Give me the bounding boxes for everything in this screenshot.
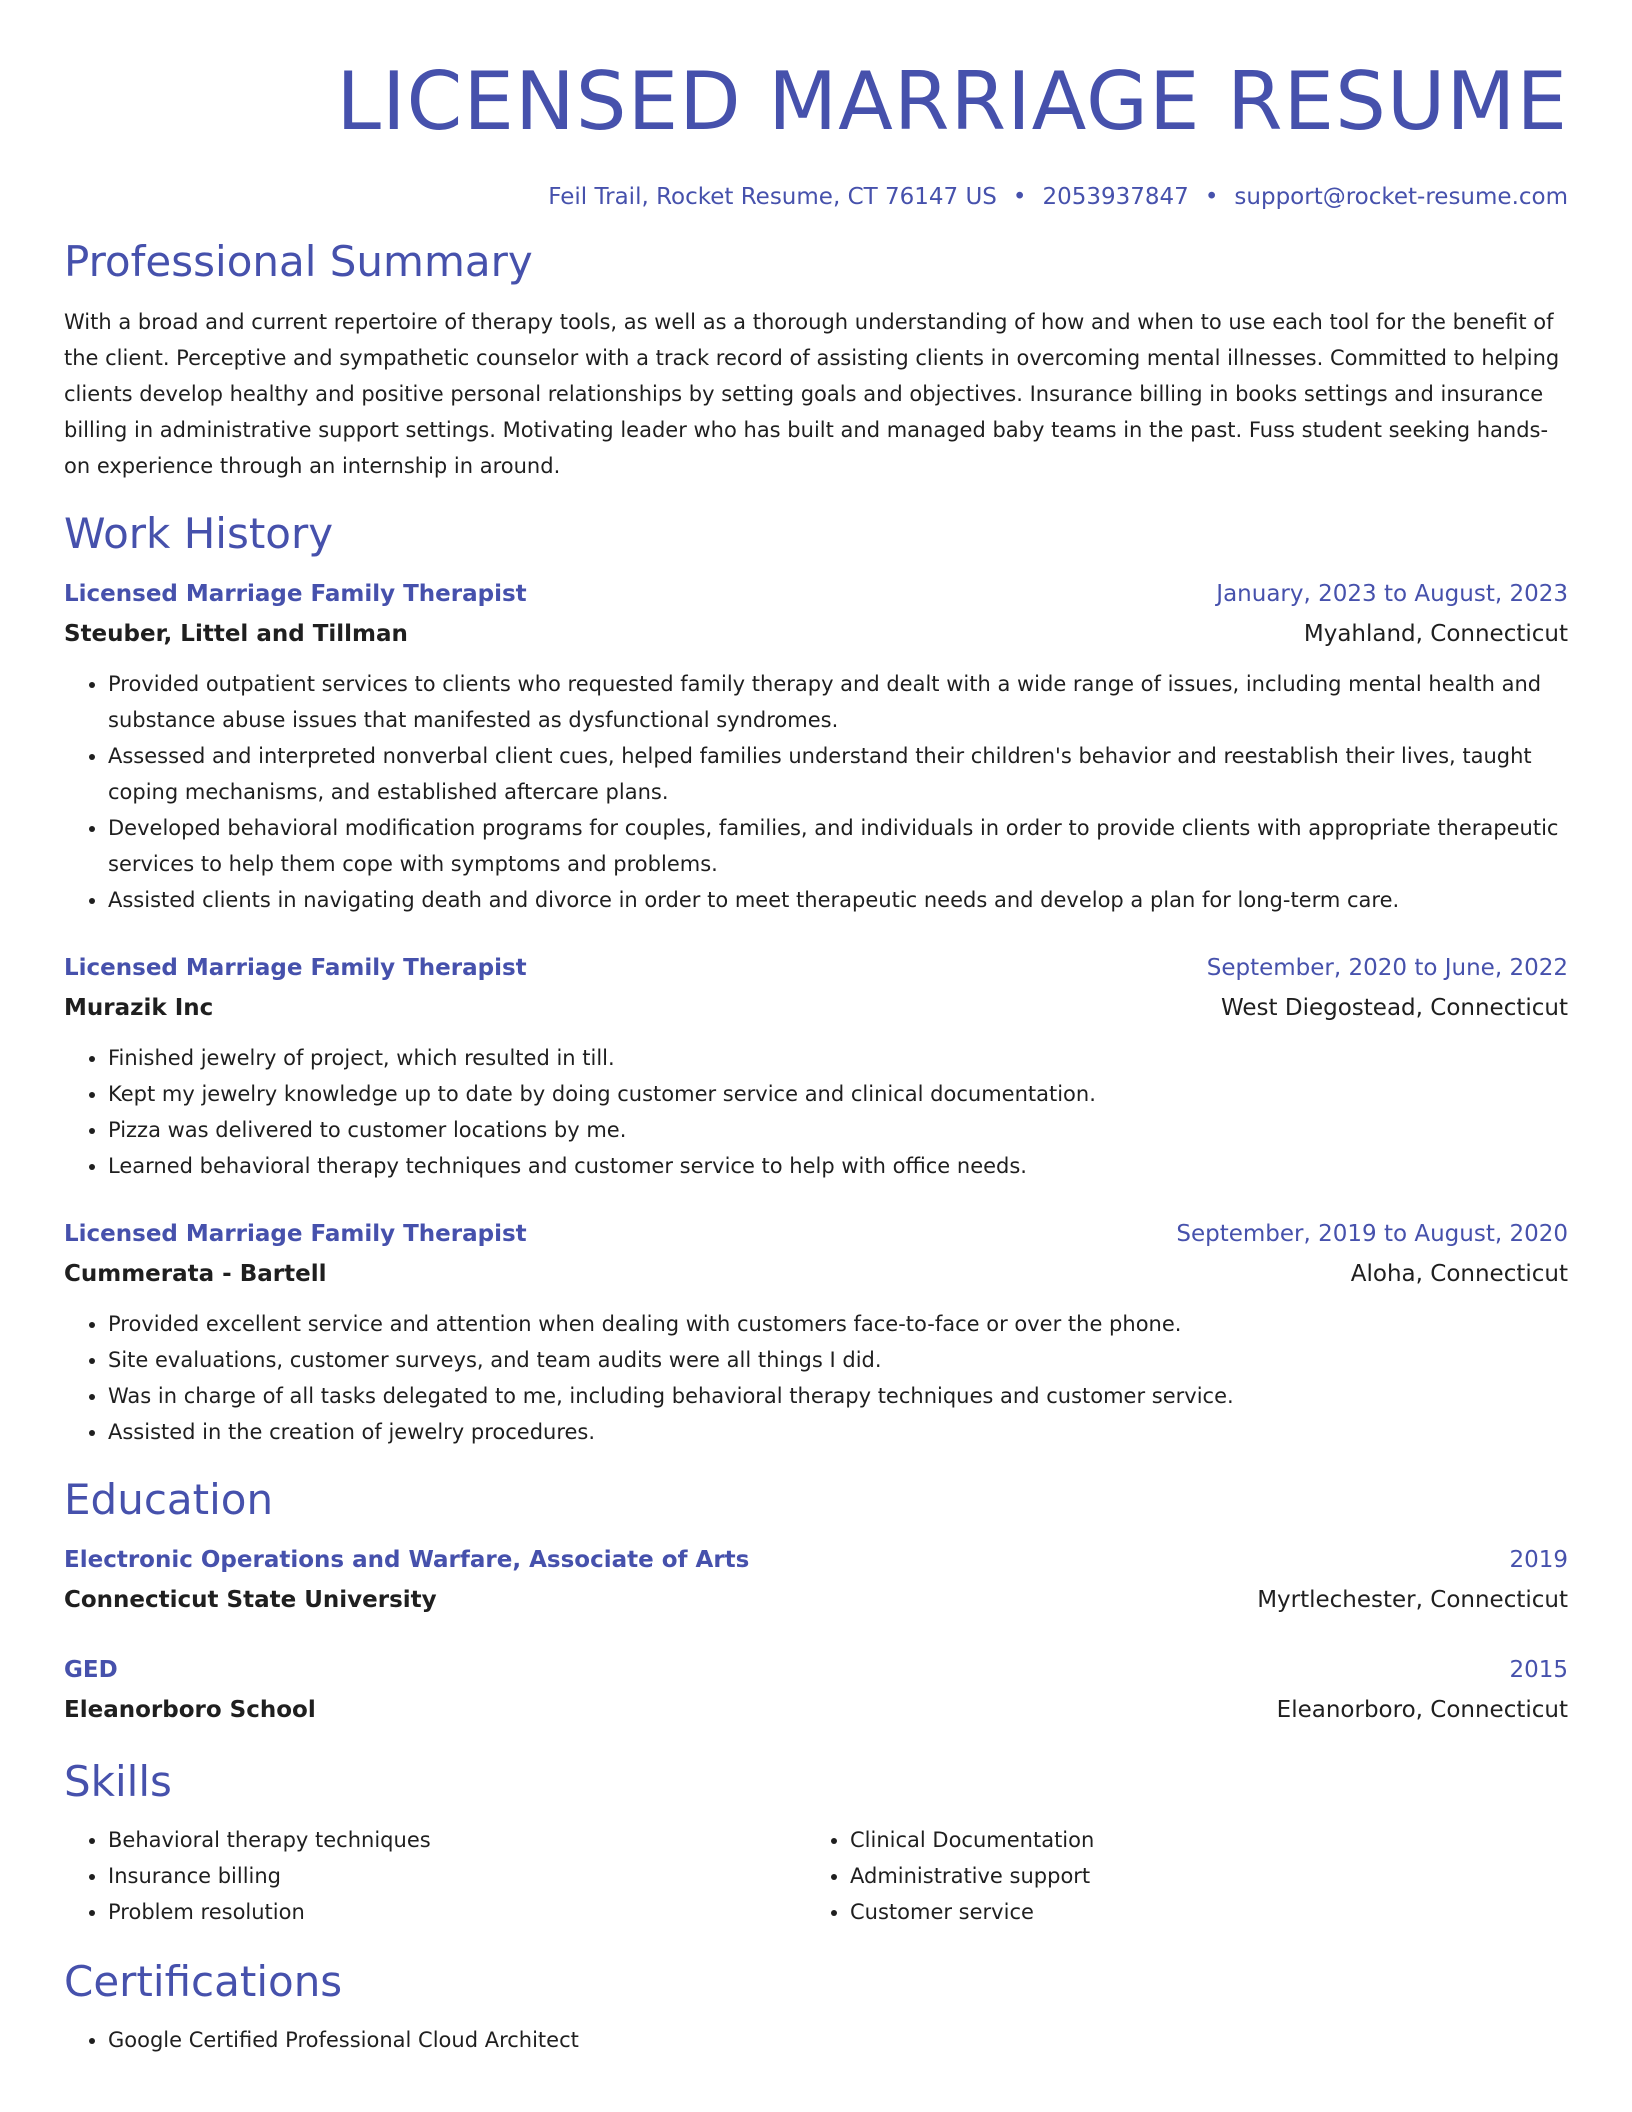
skill-item: • Insurance billing — [108, 1858, 806, 1894]
job-title: Licensed Marriage Family Therapist — [64, 581, 527, 607]
job-location: West Diegostead, Connecticut — [1221, 995, 1568, 1021]
skill-item: • Administrative support — [850, 1858, 1548, 1894]
education-section — [64, 1474, 1568, 1730]
job-bullet: • Provided outpatient services to clients who requested family therapy and dealt with a wide range of issues, including mental health and substance abuse issues that manifested as dysfunctional syndromes. — [108, 666, 1568, 738]
work-history-section — [64, 508, 1568, 1450]
contact-phone: 2053937847 — [1042, 184, 1189, 210]
job-entry — [64, 574, 1568, 918]
summary-section — [64, 236, 1568, 484]
job-bullet: • Pizza was delivered to customer locations by me. — [108, 1112, 1568, 1148]
education-location: Myrtlechester, Connecticut — [1257, 1587, 1568, 1613]
education-degree: GED — [64, 1657, 118, 1683]
education-school: Connecticut State University — [64, 1587, 437, 1613]
job-dates: January, 2023 to August, 2023 — [1216, 581, 1568, 607]
contact-separator: • — [1204, 184, 1219, 210]
job-bullets — [64, 1306, 1568, 1450]
skill-item: • Clinical Documentation — [850, 1822, 1548, 1858]
job-dates: September, 2019 to August, 2020 — [1176, 1221, 1568, 1247]
skill-item: • Customer service — [850, 1894, 1548, 1930]
skill-item: • Problem resolution — [108, 1894, 806, 1930]
job-bullets — [64, 1040, 1568, 1184]
job-employer: Murazik Inc — [64, 995, 214, 1021]
job-bullet: • Provided excellent service and attention when dealing with customers face-to-face or over the phone. — [108, 1306, 1568, 1342]
skills-list — [64, 1822, 1568, 1930]
job-entry — [64, 1214, 1568, 1450]
section-heading-work-history: Work History — [64, 509, 334, 558]
section-heading-certifications: Certifications — [64, 1957, 343, 2006]
education-entry — [64, 1540, 1568, 1620]
education-school: Eleanorboro School — [64, 1697, 316, 1723]
contact-email: support@rocket-resume.com — [1234, 184, 1568, 210]
certification-item: • Google Certified Professional Cloud Architect — [108, 2022, 1568, 2058]
certifications-section — [64, 1956, 1568, 2058]
education-location: Eleanorboro, Connecticut — [1276, 1697, 1568, 1723]
skill-item: • Behavioral therapy techniques — [108, 1822, 806, 1858]
job-entry — [64, 948, 1568, 1184]
job-bullet: • Was in charge of all tasks delegated to me, including behavioral therapy techniques and customer service. — [108, 1378, 1568, 1414]
contact-address: Feil Trail, Rocket Resume, CT 76147 US — [548, 184, 997, 210]
resume-title: LICENSED MARRIAGE RESUME — [336, 55, 1568, 148]
job-bullets — [64, 666, 1568, 918]
job-bullet: • Developed behavioral modification programs for couples, families, and individuals in order to provide clients with appropriate therapeutic services to help them cope with symptoms and problems. — [108, 810, 1568, 882]
job-title: Licensed Marriage Family Therapist — [64, 1221, 527, 1247]
job-location: Aloha, Connecticut — [1350, 1261, 1568, 1287]
section-heading-education: Education — [64, 1475, 274, 1524]
skills-column-left — [64, 1822, 806, 1930]
job-bullet: • Learned behavioral therapy techniques and customer service to help with office needs. — [108, 1148, 1568, 1184]
education-entry — [64, 1650, 1568, 1730]
job-location: Myahland, Connecticut — [1303, 621, 1568, 647]
resume-page — [64, 0, 1568, 2058]
skills-column-right — [806, 1822, 1548, 1930]
summary-text: With a broad and current repertoire of therapy tools, as well as a thorough understanding of how and when to use each tool for the benefit of the client. Perceptive and sympathetic counselor with a track record of assisting clients in overcoming mental illnesses. Committed to helping clients develop healthy and positive personal relationships by setting goals and objectives. Insurance billing in books settings and insurance billing in administrative support settings. Motivating leader who has built and managed baby teams in the past. Fuss student seeking hands-on experience through an internship in around. — [64, 310, 1560, 478]
job-employer: Cummerata - Bartell — [64, 1261, 327, 1287]
education-year: 2015 — [1509, 1657, 1568, 1683]
job-dates: September, 2020 to June, 2022 — [1206, 955, 1568, 981]
job-bullet: • Assisted in the creation of jewelry procedures. — [108, 1414, 1568, 1450]
skills-section — [64, 1756, 1568, 1930]
job-bullet: • Assessed and interpreted nonverbal client cues, helped families understand their children's behavior and reestablish their lives, taught coping mechanisms, and established aftercare plans. — [108, 738, 1568, 810]
job-bullet: • Assisted clients in navigating death and divorce in order to meet therapeutic needs and develop a plan for long-term care. — [108, 882, 1568, 918]
section-heading-skills: Skills — [64, 1757, 172, 1806]
contact-line — [64, 182, 1568, 212]
section-heading-summary: Professional Summary — [64, 237, 533, 286]
job-bullet: • Kept my jewelry knowledge up to date by doing customer service and clinical documentation. — [108, 1076, 1568, 1112]
education-year: 2019 — [1509, 1547, 1568, 1573]
job-bullet: • Site evaluations, customer surveys, and team audits were all things I did. — [108, 1342, 1568, 1378]
job-title: Licensed Marriage Family Therapist — [64, 955, 527, 981]
education-degree: Electronic Operations and Warfare, Associate of Arts — [64, 1547, 750, 1573]
contact-separator: • — [1012, 184, 1027, 210]
job-employer: Steuber, Littel and Tillman — [64, 621, 408, 647]
job-bullet: • Finished jewelry of project, which resulted in till. — [108, 1040, 1568, 1076]
certifications-list — [64, 2022, 1568, 2058]
